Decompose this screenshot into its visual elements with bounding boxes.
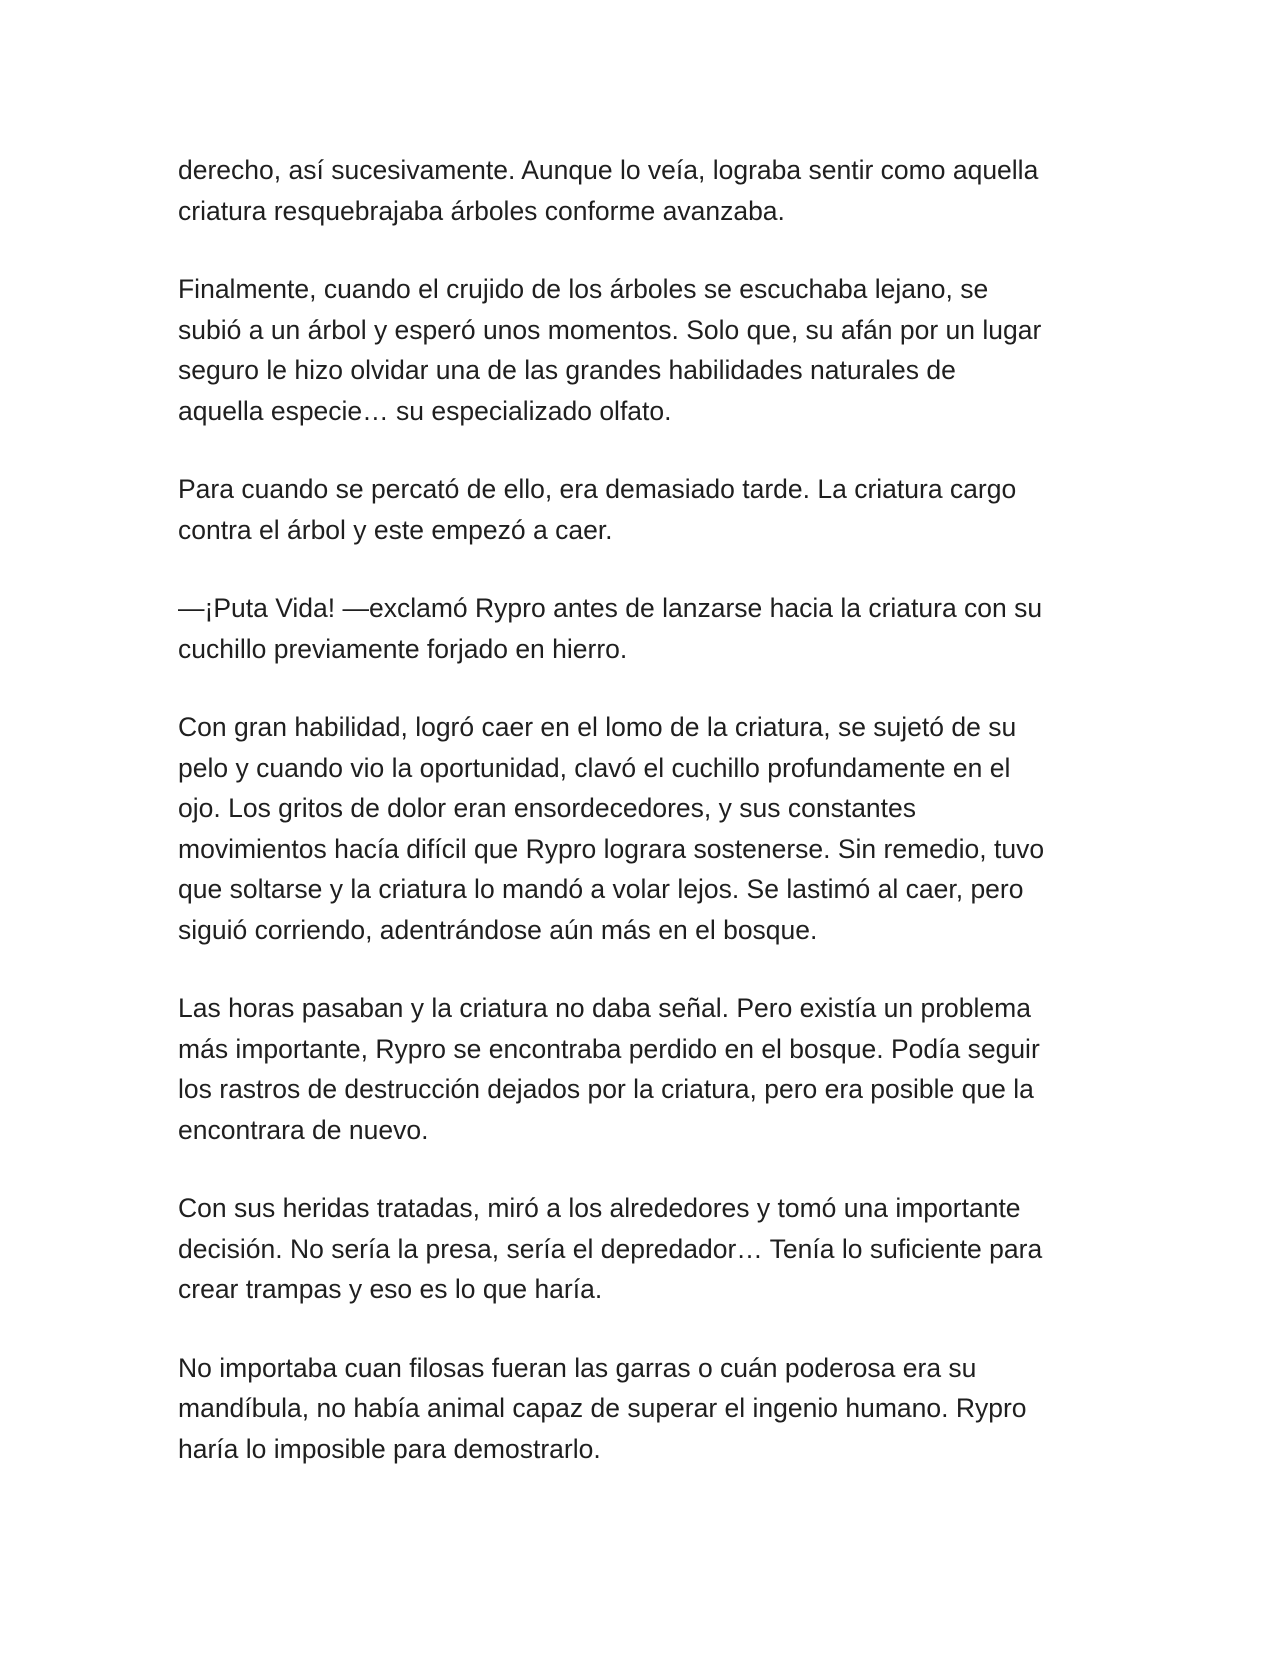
paragraph-6: Las horas pasaban y la criatura no daba señal. Pero existía un problema más importante, Rypro se encontraba perdido en el bosque. Podía seguir los rastros de destrucción dejados por la criatura, pero era posible que la encontrara de nuevo. bbox=[178, 993, 1040, 1145]
paragraph-5: Con gran habilidad, logró caer en el lomo de la criatura, se sujetó de su pelo y cuando vio la oportunidad, clavó el cuchillo profundamente en el ojo. Los gritos de dolor eran ensordecedores, y sus constantes movimientos hacía difícil que Rypro lograra sostenerse. Sin remedio, tuvo que soltarse y la criatura lo mandó a volar lejos. Se lastimó al caer, pero siguió corriendo, adentrándose aún más en el bosque. bbox=[178, 712, 1045, 945]
document-body bbox=[178, 150, 1108, 1469]
paragraph-3: Para cuando se percató de ello, era demasiado tarde. La criatura cargo contra el árbol y este empezó a caer. bbox=[178, 474, 1017, 545]
paragraph-2: Finalmente, cuando el crujido de los árboles se escuchaba lejano, se subió a un árbol y esperó unos momentos. Solo que, su afán por un lugar seguro le hizo olvidar una de las grandes habilidades naturales de aquella especie… su especializado olfato. bbox=[178, 274, 1042, 426]
paragraph-7: Con sus heridas tratadas, miró a los alrededores y tomó una importante decisión. No sería la presa, sería el depredador… Tenía lo suficiente para crear trampas y eso es lo que haría. bbox=[178, 1193, 1043, 1304]
paragraph-4: —¡Puta Vida! —exclamó Rypro antes de lanzarse hacia la criatura con su cuchillo previamente forjado en hierro. bbox=[178, 593, 1043, 664]
paragraph-8: No importaba cuan filosas fueran las garras o cuán poderosa era su mandíbula, no había animal capaz de superar el ingenio humano. Rypro haría lo imposible para demostrarlo. bbox=[178, 1352, 1027, 1464]
paragraph-1: derecho, así sucesivamente. Aunque lo veía, lograba sentir como aquella criatura resquebrajaba árboles conforme avanzaba. bbox=[178, 155, 1039, 226]
